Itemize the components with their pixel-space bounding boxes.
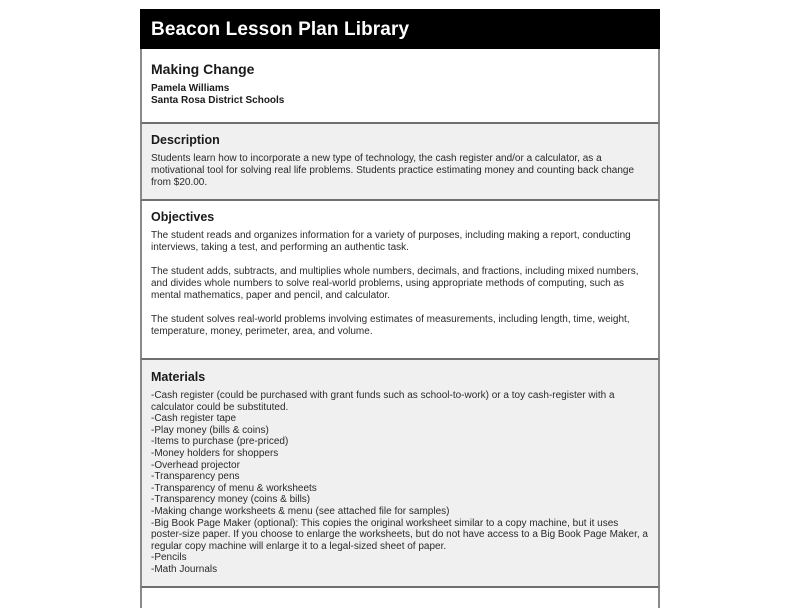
description-text: Students learn how to incorporate a new type of technology, the cash register and/or a calculator, as a motivational tool for solving real life problems. Students practice estimating money and counting back change from $20.00. xyxy=(151,153,635,188)
description-heading: Description xyxy=(151,133,220,147)
school-name: Santa Rosa District Schools xyxy=(151,95,285,106)
material-item: -Play money (bills & coins) xyxy=(151,424,269,436)
materials-list xyxy=(151,390,649,576)
material-item: -Big Book Page Maker (optional): This copies the original worksheet similar to a copy machine, but it uses poster-size paper. If you choose to enlarge the worksheets, but do not have access to a Big Book Page Maker, a regular copy machine will enlarge it to a legal-sized sheet of paper. xyxy=(151,517,648,552)
objective-item: The student reads and organizes information for a variety of purposes, including making a report, conducting interviews, taking a test, and performing an authentic task. xyxy=(151,230,631,253)
next-section-partial xyxy=(140,588,660,608)
lesson-header xyxy=(140,49,660,124)
objective-item: The student adds, subtracts, and multiplies whole numbers, decimals, and fractions, including mixed numbers, and divides whole numbers to solve real-world problems, using appropriate methods of computing, such as mental mathematics, paper and pencil, and calculator. xyxy=(151,266,639,301)
materials-heading: Materials xyxy=(151,370,206,384)
material-item: -Transparency pens xyxy=(151,471,240,483)
site-banner xyxy=(140,9,660,49)
objectives-heading: Objectives xyxy=(151,210,215,224)
objectives-section xyxy=(140,201,660,360)
lesson-title: Making Change xyxy=(151,61,255,77)
objective-item: The student solves real-world problems involving estimates of measurements, including length, time, weight, temperature, money, perimeter, area, and volume. xyxy=(151,314,630,337)
site-title: Beacon Lesson Plan Library xyxy=(151,19,410,40)
material-item: -Transparency of menu & worksheets xyxy=(151,482,317,494)
description-section xyxy=(140,124,660,201)
lesson-plan-page xyxy=(140,9,660,608)
material-item: -Cash register (could be purchased with grant funds such as school-to-work) or a toy cash-register with a calculator could be substituted. xyxy=(151,390,615,413)
material-item: -Items to purchase (pre-priced) xyxy=(151,436,289,448)
materials-section xyxy=(140,360,660,588)
material-item: -Cash register tape xyxy=(151,413,237,425)
material-item: -Overhead projector xyxy=(151,459,240,471)
material-item: -Money holders for shoppers xyxy=(151,447,279,459)
material-item: -Math Journals xyxy=(151,563,218,575)
material-item: -Making change worksheets & menu (see attached file for samples) xyxy=(151,505,450,517)
material-item: -Transparency money (coins & bills) xyxy=(151,494,311,506)
material-item: -Pencils xyxy=(151,552,187,564)
author-name: Pamela Williams xyxy=(151,83,230,94)
